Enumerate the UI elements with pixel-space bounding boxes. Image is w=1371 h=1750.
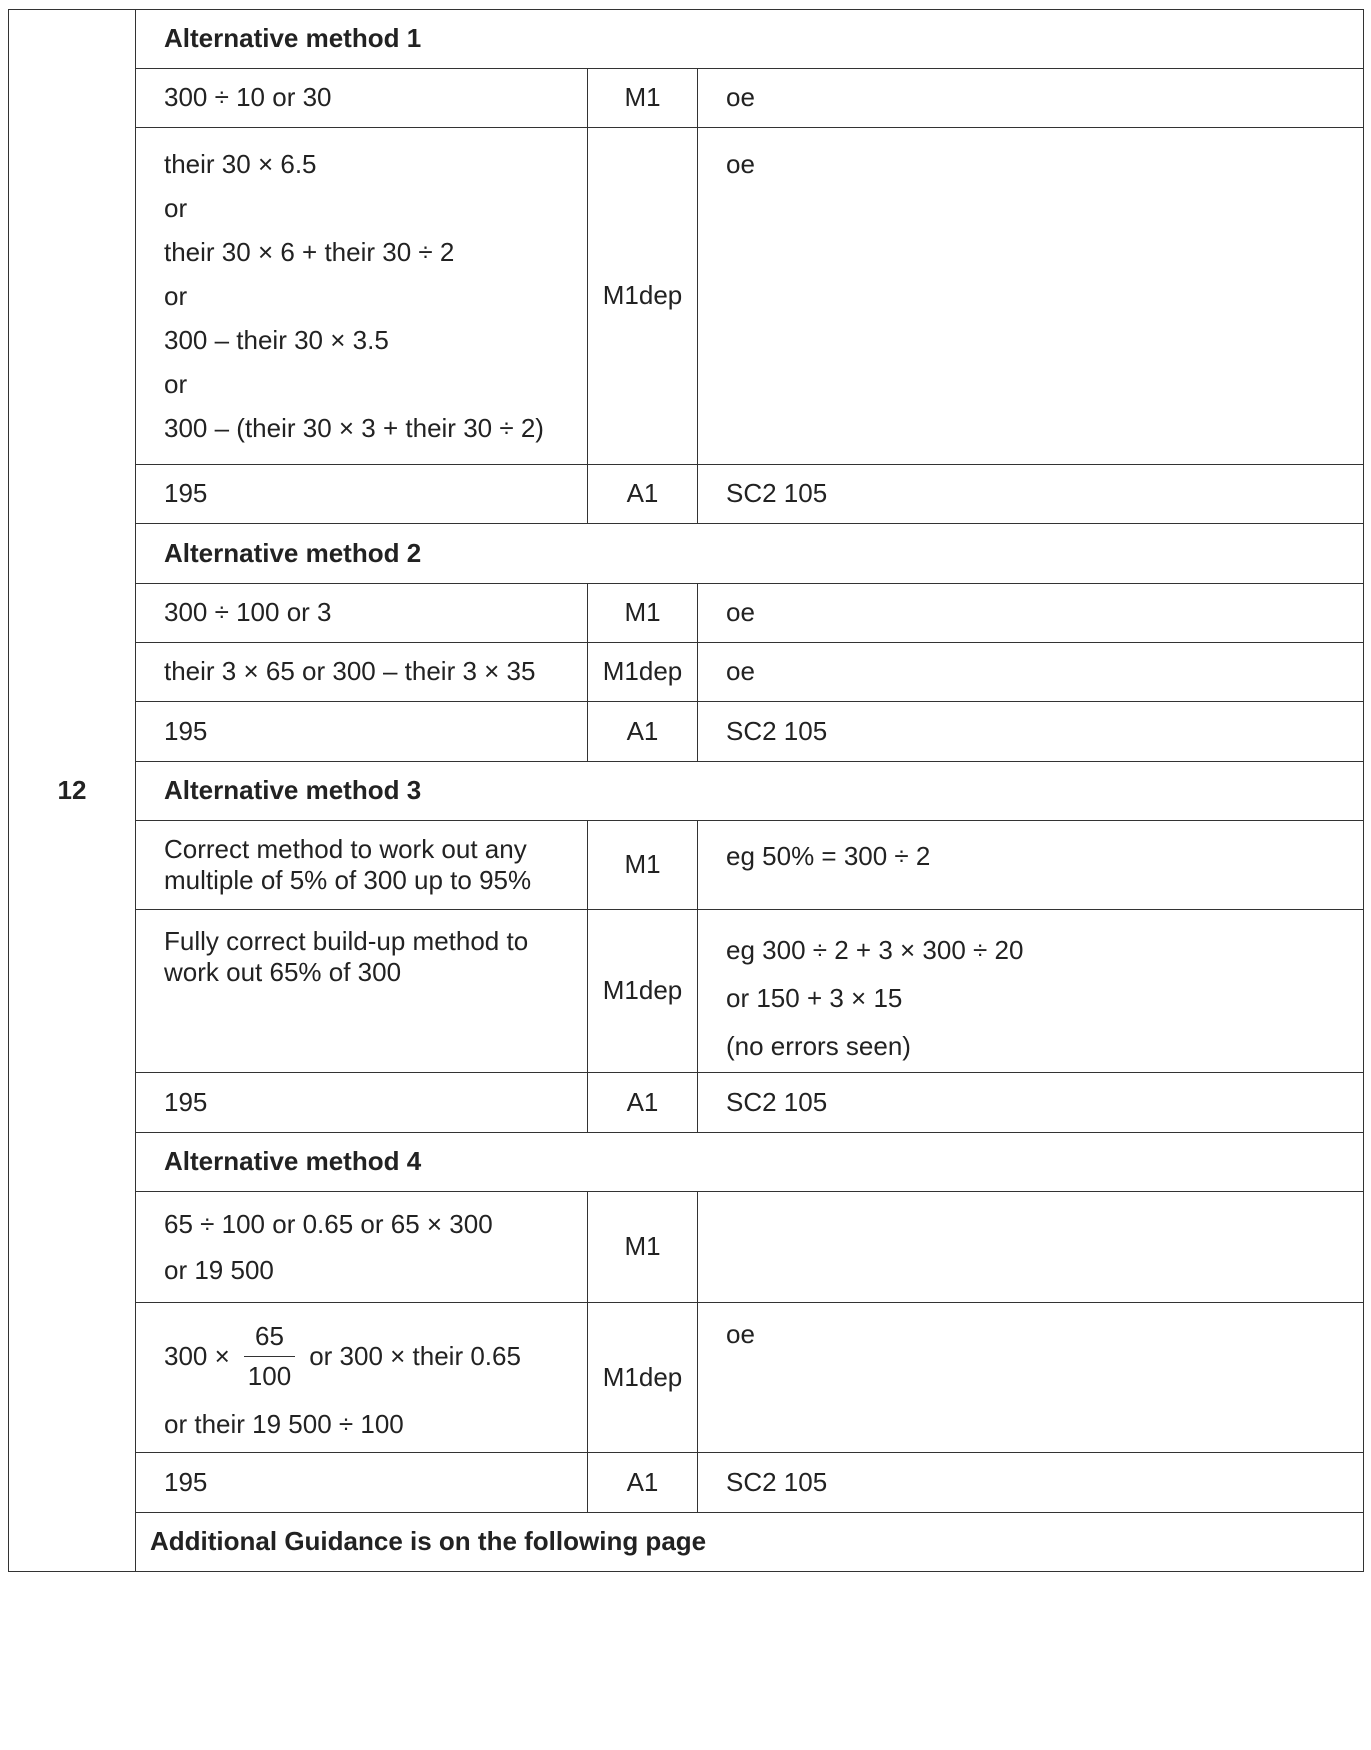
table-row [9,128,1364,465]
method-text: 195 [136,465,588,524]
method-text [136,910,588,1073]
comment-line: eg 300 ÷ 2 + 3 × 300 ÷ 20 [726,935,1024,965]
method-text: 300 ÷ 100 or 3 [136,584,588,643]
mark-code: A1 [588,465,698,524]
alt3-heading-row [9,762,1364,821]
method-text: 195 [136,1073,588,1133]
alt2-heading-row [9,524,1364,584]
alt4-heading: Alternative method 4 [136,1133,1364,1192]
mark-code: M1dep [588,128,698,465]
comment-text: oe [698,69,1364,128]
alt4-heading-row [9,1133,1364,1192]
mark-code: A1 [588,702,698,762]
comment-text: oe [698,584,1364,643]
alt3-heading: Alternative method 3 [136,762,1364,821]
fraction [244,1321,295,1392]
mark-scheme-table [8,9,1364,1572]
table-row [9,584,1364,643]
comment-line: (no errors seen) [726,1031,911,1061]
table-row [9,69,1364,128]
method-line: or [164,193,188,223]
comment-text [698,910,1364,1073]
mark-code: A1 [588,1073,698,1133]
method-line: work out 65% of 300 [164,957,402,987]
comment-text: SC2 105 [698,465,1364,524]
method-line: their 30 × 6.5 [164,149,317,179]
table-row [9,465,1364,524]
additional-guidance-note: Additional Guidance is on the following page [136,1513,1364,1572]
table-row [9,702,1364,762]
table-row [9,821,1364,910]
fraction-denominator: 100 [247,1361,292,1392]
comment-text [698,1192,1364,1303]
method-line: 300 – (their 30 × 3 + their 30 ÷ 2) [164,413,544,443]
fraction-prefix: 300 × [164,1341,230,1372]
mark-code: M1dep [588,910,698,1073]
method-text: 300 ÷ 10 or 30 [136,69,588,128]
fraction-numerator: 65 [244,1321,295,1357]
method-text [136,1303,588,1453]
mark-code: M1 [588,584,698,643]
comment-line: or 150 + 3 × 15 [726,983,903,1013]
table-row [9,1453,1364,1513]
mark-code: M1 [588,1192,698,1303]
method-text: 195 [136,1453,588,1513]
method-line: or [164,281,188,311]
comment-text: SC2 105 [698,1073,1364,1133]
method-line: 65 ÷ 100 or 0.65 or 65 × 300 [164,1209,493,1239]
footer-row [9,1513,1364,1572]
method-line: Fully correct build-up method to [164,926,529,956]
table-row [9,1073,1364,1133]
question-number: 12 [9,10,136,1572]
method-line: 300 – their 30 × 3.5 [164,325,389,355]
mark-code: M1 [588,821,698,910]
method-line: Correct method to work out any [164,834,527,864]
mark-code: M1dep [588,643,698,702]
method-text [136,821,588,910]
method-text: their 3 × 65 or 300 – their 3 × 35 [136,643,588,702]
alt1-heading: Alternative method 1 [136,10,1364,69]
comment-text: oe [698,128,1364,465]
method-line: multiple of 5% of 300 up to 95% [164,865,532,895]
table-row [9,1192,1364,1303]
mark-code: A1 [588,1453,698,1513]
method-text [136,1192,588,1303]
comment-text: eg 50% = 300 ÷ 2 [698,821,1364,910]
method-line: or their 19 500 ÷ 100 [164,1408,404,1439]
method-text [136,128,588,465]
method-line: or 19 500 [164,1255,274,1285]
table-row [9,643,1364,702]
method-text: 195 [136,702,588,762]
method-line: or [164,369,188,399]
table-row [9,1303,1364,1453]
comment-text: SC2 105 [698,702,1364,762]
comment-text: oe [698,1303,1364,1453]
alt2-heading: Alternative method 2 [136,524,1364,584]
mark-code: M1 [588,69,698,128]
mark-code: M1dep [588,1303,698,1453]
comment-text: SC2 105 [698,1453,1364,1513]
method-line: their 30 × 6 + their 30 ÷ 2 [164,237,455,267]
alt1-heading-row [9,10,1364,69]
fraction-suffix: or 300 × their 0.65 [309,1341,521,1372]
comment-text: oe [698,643,1364,702]
table-row [9,910,1364,1073]
